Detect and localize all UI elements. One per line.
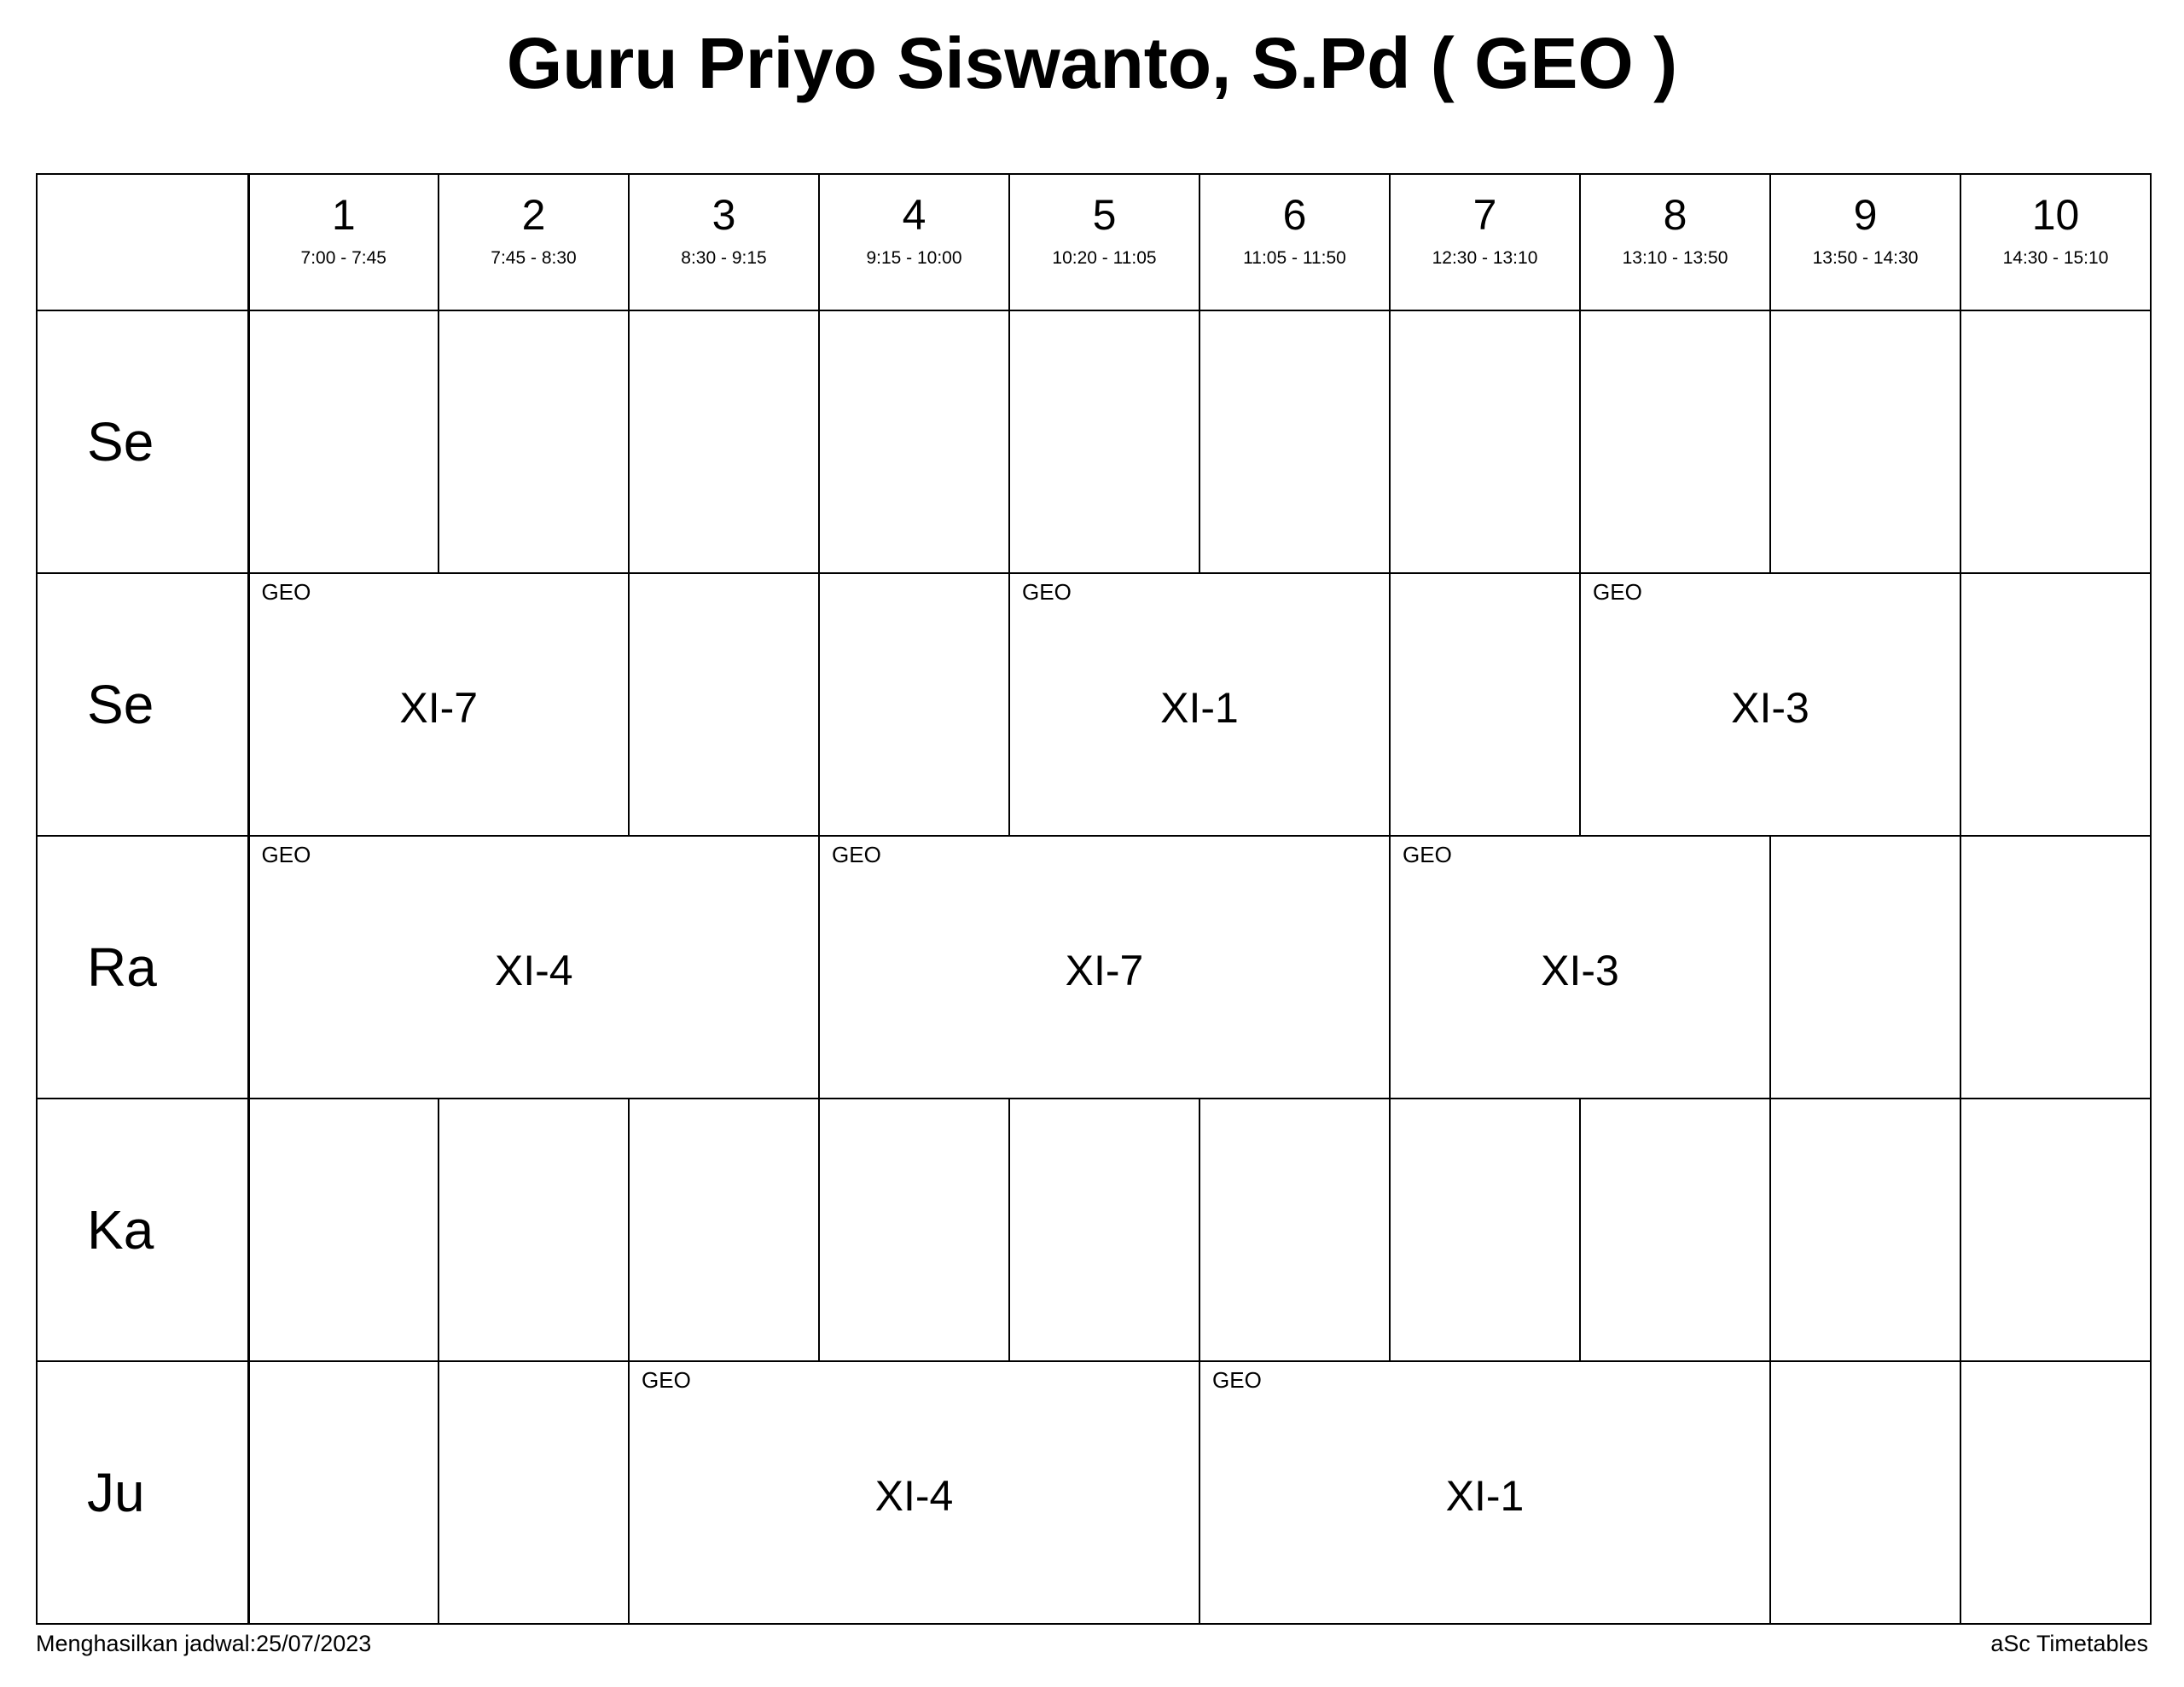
period-time: 13:10 - 13:50 (1622, 248, 1728, 268)
period-header-10 (1960, 174, 2151, 310)
lesson-r2c4[interactable] (819, 836, 1390, 1099)
cell-r3c7[interactable] (1390, 1099, 1580, 1361)
lesson-r1c1[interactable] (248, 573, 629, 836)
lesson-subject: GEO (1403, 842, 1452, 867)
period-number: 5 (1092, 191, 1117, 239)
cell-r3c2[interactable] (439, 1099, 629, 1361)
corner-cell (37, 174, 248, 310)
cell-r3c4[interactable] (819, 1099, 1009, 1361)
cell-r0c2[interactable] (439, 310, 629, 573)
cell-r0c10[interactable] (1960, 310, 2151, 573)
cell-r4c1[interactable] (248, 1361, 439, 1624)
timetable-container (36, 173, 2150, 1623)
day-label: Se (87, 411, 154, 472)
period-header-8 (1580, 174, 1770, 310)
lesson-subject: GEO (642, 1367, 691, 1393)
lesson-subject: GEO (1212, 1367, 1262, 1393)
day-label-cell-3 (37, 1099, 248, 1361)
period-time: 14:30 - 15:10 (2002, 248, 2109, 268)
cell-r2c9[interactable] (1770, 836, 1960, 1099)
cell-r3c10[interactable] (1960, 1099, 2151, 1361)
period-header-5 (1009, 174, 1199, 310)
footer (36, 1631, 2148, 1665)
lesson-subject: GEO (1593, 579, 1642, 605)
day-row-1 (37, 573, 2151, 836)
day-row-4 (37, 1361, 2151, 1624)
period-number: 10 (2031, 191, 2080, 239)
cell-r2c10[interactable] (1960, 836, 2151, 1099)
cell-r0c5[interactable] (1009, 310, 1199, 573)
timetable (36, 173, 2152, 1625)
period-time: 12:30 - 13:10 (1432, 248, 1538, 268)
period-header-4 (819, 174, 1009, 310)
period-time: 13:50 - 14:30 (1812, 248, 1919, 268)
lesson-class: XI-7 (399, 684, 479, 732)
lesson-class: XI-7 (1065, 947, 1144, 994)
period-time: 9:15 - 10:00 (866, 248, 962, 268)
period-time: 10:20 - 11:05 (1052, 248, 1157, 268)
cell-r4c2[interactable] (439, 1361, 629, 1624)
period-number: 4 (902, 191, 926, 239)
period-number: 1 (331, 191, 356, 239)
day-label: Ka (87, 1199, 154, 1261)
lesson-class: XI-3 (1731, 684, 1809, 732)
lesson-subject: GEO (261, 842, 311, 867)
period-header-3 (629, 174, 819, 310)
lesson-r1c8[interactable] (1580, 573, 1960, 836)
footer-app-name: aSc Timetables (1990, 1631, 2148, 1656)
period-header-1 (248, 174, 439, 310)
period-header-9 (1770, 174, 1960, 310)
lesson-r4c3[interactable] (629, 1361, 1199, 1624)
day-label-cell-4 (37, 1361, 248, 1624)
cell-r1c10[interactable] (1960, 573, 2151, 836)
period-time: 7:00 - 7:45 (300, 248, 386, 268)
period-number: 7 (1472, 191, 1497, 239)
cell-r0c1[interactable] (248, 310, 439, 573)
day-label-cell-0 (37, 310, 248, 573)
day-row-0 (37, 310, 2151, 573)
period-header-7 (1390, 174, 1580, 310)
cell-r1c3[interactable] (629, 573, 819, 836)
period-header-2 (439, 174, 629, 310)
lesson-r1c5[interactable] (1009, 573, 1390, 836)
period-number: 9 (1853, 191, 1878, 239)
cell-r0c3[interactable] (629, 310, 819, 573)
cell-r3c3[interactable] (629, 1099, 819, 1361)
period-number: 6 (1282, 191, 1307, 239)
cell-r3c5[interactable] (1009, 1099, 1199, 1361)
period-number: 3 (712, 191, 736, 239)
cell-r1c7[interactable] (1390, 573, 1580, 836)
cell-r3c1[interactable] (248, 1099, 439, 1361)
cell-r4c10[interactable] (1960, 1361, 2151, 1624)
cell-r0c4[interactable] (819, 310, 1009, 573)
lesson-class: XI-4 (874, 1472, 954, 1520)
day-row-2 (37, 836, 2151, 1099)
lesson-class: XI-1 (1160, 684, 1239, 732)
period-time: 8:30 - 9:15 (681, 248, 767, 268)
header-row (37, 174, 2151, 310)
day-label: Ra (87, 936, 157, 998)
lesson-subject: GEO (832, 842, 881, 867)
footer-generated-date: Menghasilkan jadwal:25/07/2023 (36, 1631, 372, 1656)
day-label: Ju (87, 1462, 145, 1523)
lesson-r2c1[interactable] (248, 836, 819, 1099)
day-label-cell-1 (37, 573, 248, 836)
cell-r3c8[interactable] (1580, 1099, 1770, 1361)
lesson-subject: GEO (261, 579, 311, 605)
cell-r3c9[interactable] (1770, 1099, 1960, 1361)
lesson-r2c7[interactable] (1390, 836, 1770, 1099)
lesson-r4c6[interactable] (1199, 1361, 1770, 1624)
page-title: Guru Priyo Siswanto, S.Pd ( GEO ) (506, 23, 1678, 103)
cell-r0c7[interactable] (1390, 310, 1580, 573)
cell-r0c8[interactable] (1580, 310, 1770, 573)
period-time: 7:45 - 8:30 (491, 248, 577, 268)
day-label-cell-2 (37, 836, 248, 1099)
cell-r0c9[interactable] (1770, 310, 1960, 573)
cell-r1c4[interactable] (819, 573, 1009, 836)
period-time: 11:05 - 11:50 (1243, 248, 1346, 268)
day-row-3 (37, 1099, 2151, 1361)
lesson-class: XI-3 (1541, 947, 1619, 994)
lesson-class: XI-4 (494, 947, 573, 994)
period-header-6 (1199, 174, 1390, 310)
period-number: 8 (1663, 191, 1687, 239)
period-number: 2 (521, 191, 546, 239)
lesson-subject: GEO (1022, 579, 1072, 605)
cell-r4c9[interactable] (1770, 1361, 1960, 1624)
cell-r0c6[interactable] (1199, 310, 1390, 573)
cell-r3c6[interactable] (1199, 1099, 1390, 1361)
day-label: Se (87, 674, 154, 735)
lesson-class: XI-1 (1445, 1472, 1525, 1520)
